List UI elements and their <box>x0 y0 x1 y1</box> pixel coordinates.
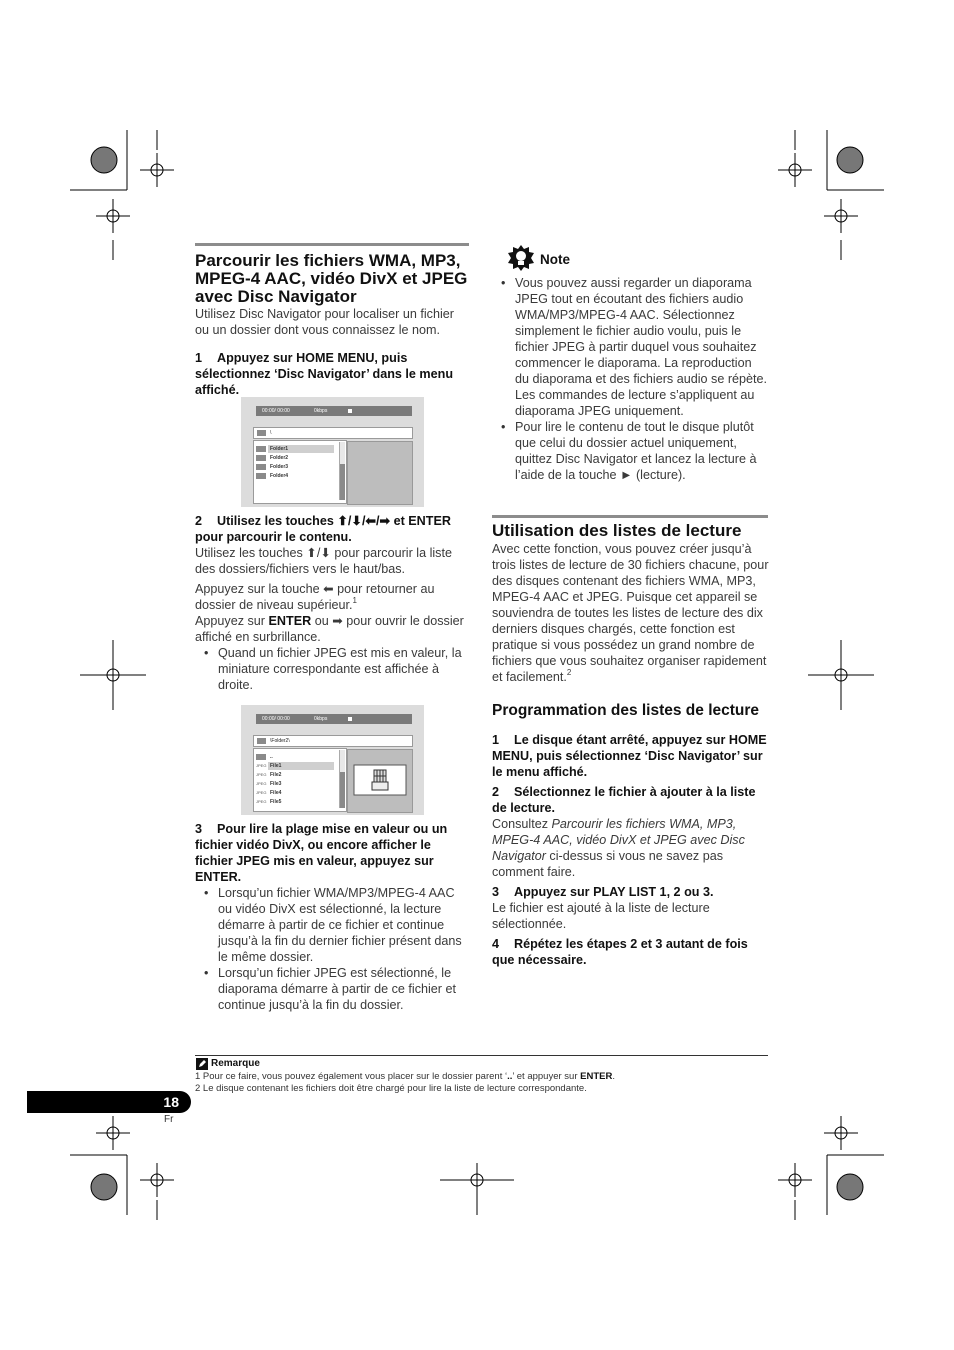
folder-icon <box>256 754 266 760</box>
step-2 <box>195 513 471 545</box>
step-1 <box>195 350 471 398</box>
scrollbar-thumb[interactable] <box>340 772 345 808</box>
time-readout: 00:00/ 00:00 <box>262 408 290 414</box>
step-3 <box>195 821 471 885</box>
list-item[interactable]: JPEG File4 <box>256 790 282 796</box>
list-item[interactable]: JPEG File3 <box>256 781 282 787</box>
intro-paragraph: Utilisez Disc Navigator pour localiser un fichier ou un dossier dont vous connaissez le nom. <box>195 307 454 337</box>
folder-icon <box>256 473 266 479</box>
cross-reference-link[interactable]: Parcourir les fichiers WMA, MP3, MPEG-4 AAC, vidéo DivX et JPEG avec Disc Navigator <box>492 817 745 863</box>
left-heading-rule <box>195 243 469 246</box>
list-item[interactable]: Folder1 <box>256 445 334 453</box>
right-heading-rule <box>492 515 768 518</box>
left-column <box>195 252 471 398</box>
bitrate-readout: 0kbps <box>314 716 328 722</box>
step2-paragraph-3: Appuyez sur ENTER ou ➡ pour ouvrir le dossier affiché en surbrillance. <box>195 614 464 644</box>
step-text: Utilisez les touches ⬆/⬇/⬅/➡ et ENTER pour parcourir le contenu. <box>195 514 451 544</box>
scrollbar-thumb[interactable] <box>340 464 345 500</box>
list-item[interactable]: Folder4 <box>256 472 334 480</box>
footnote-2: 2 Le disque contenant les fichiers doit être chargé pour lire la liste de lecture correspondante. <box>195 1083 587 1094</box>
thumbnail-preview <box>347 749 413 813</box>
path-bar <box>253 735 413 747</box>
file-list <box>253 748 347 812</box>
path-bar <box>253 427 413 439</box>
footnote-1: 1 Pour ce faire, vous pouvez également vous placer sur le dossier parent ‘..’ et appuyer sur ENTER. <box>195 1071 615 1082</box>
stop-icon <box>348 409 352 413</box>
stop-icon <box>348 717 352 721</box>
preview-pane <box>347 441 413 505</box>
section-heading-playlists: Utilisation des listes de lecture <box>492 521 742 540</box>
folder-icon <box>256 446 266 452</box>
right-column <box>492 521 770 968</box>
jpeg-icon: JPEG <box>256 772 267 777</box>
disc-navigator-screen-1 <box>241 397 424 507</box>
jpeg-icon: JPEG <box>256 799 267 804</box>
step-number: 1 <box>195 351 203 365</box>
folder-icon <box>257 738 266 744</box>
jpeg-icon: JPEG <box>256 763 267 768</box>
folder-icon <box>256 455 266 461</box>
scrollbar[interactable] <box>339 750 345 808</box>
list-item[interactable]: JPEG File1 <box>256 762 334 770</box>
list-item[interactable]: JPEG File2 <box>256 772 282 778</box>
note-title: Note <box>540 252 570 267</box>
status-bar <box>256 714 412 724</box>
step3-bullet-2: • Lorsqu’un fichier JPEG est sélectionné, le diaporama démarre à partir de ce fichier et continue jusqu’à la fin du dossier. <box>195 965 471 1013</box>
playlist-step-3: 3 Appuyez sur PLAY LIST 1, 2 ou 3. <box>492 885 714 899</box>
section-heading-disc-navigator: Parcourir les fichiers WMA, MP3, MPEG-4 AAC, vidéo DivX et JPEG avec Disc Navigator <box>195 251 468 306</box>
note-list <box>492 275 768 483</box>
footnote-ref: 2 <box>566 668 572 677</box>
disc-navigator-screen-2 <box>241 705 424 815</box>
step2-bullet: • Quand un fichier JPEG est mis en valeur, la miniature correspondante est affichée à droite. <box>195 645 471 693</box>
playlist-step2-paragraph: Consultez Parcourir les fichiers WMA, MP3, MPEG-4 AAC, vidéo DivX et JPEG avec Disc Navigator ci-dessus si vous ne savez pas comment faire. <box>492 817 745 879</box>
left-column-step3 <box>195 821 471 1013</box>
playlist-step3-paragraph: Le fichier est ajouté à la liste de lecture sélectionnée. <box>492 901 710 931</box>
step2-paragraph-1: Utilisez les touches ⬆/⬇ pour parcourir la liste des dossiers/fichiers vers le haut/bas. <box>195 546 452 576</box>
folder-list <box>253 440 347 504</box>
page-number: 18 <box>27 1091 191 1113</box>
step-text: Appuyez sur HOME MENU, puis sélectionnez ‘Disc Navigator’ dans le menu affiché. <box>195 351 454 397</box>
scrollbar[interactable] <box>339 442 345 500</box>
language-code: Fr <box>164 1114 174 1125</box>
thumbnail-image-icon <box>348 750 412 812</box>
time-readout: 00:00/ 00:00 <box>262 716 290 722</box>
path-text: \ <box>270 430 272 436</box>
folder-icon <box>257 430 266 436</box>
playlist-step-4: 4 Répétez les étapes 2 et 3 autant de fois que nécessaire. <box>492 937 748 967</box>
footer-rule <box>195 1055 768 1056</box>
pencil-icon <box>196 1058 208 1070</box>
note-icon <box>506 244 536 272</box>
bitrate-readout: 0kbps <box>314 408 328 414</box>
folder-icon <box>256 464 266 470</box>
step2-paragraph-2: Appuyez sur la touche ⬅ pour retourner au dossier de niveau supérieur.$^1$ <box>195 582 435 612</box>
path-text: \Folder2\ <box>270 738 290 744</box>
step-text: Pour lire la plage mise en valeur ou un fichier vidéo DivX, ou encore afficher le fichier JPEG mis en valeur, appuyez sur ENTER. <box>195 822 448 884</box>
list-item[interactable]: Folder2 <box>256 454 334 462</box>
step-number: 3 <box>195 822 203 836</box>
list-item[interactable]: .. <box>256 753 334 761</box>
step-number: 2 <box>195 514 203 528</box>
list-item[interactable]: Folder3 <box>256 463 334 471</box>
playlist-step-1: 1 Le disque étant arrêté, appuyez sur HOME MENU, puis sélectionnez ‘Disc Navigator’ sur le menu affiché. <box>492 733 767 779</box>
footnote-ref: 1 <box>352 596 357 605</box>
sub-heading-programming: Programmation des listes de lecture <box>492 702 760 719</box>
left-column-step2 <box>195 513 471 693</box>
playlist-step-2: 2 Sélectionnez le fichier à ajouter à la liste de lecture. <box>492 785 756 815</box>
list-item[interactable]: JPEG File5 <box>256 799 282 805</box>
jpeg-icon: JPEG <box>256 781 267 786</box>
note-bullet-1: • Vous pouvez aussi regarder un diaporama JPEG tout en écoutant des fichiers audio WMA/MP3/MPEG-4 AAC. Sélectionnez simplement le fichier audio voulu, puis le fichier JPEG à partir duquel vous souhaitez commencer le diaporama. La reproduction du diaporama et des fichiers audio se répète. Les commandes de lecture s’appliquent au diaporama JPEG uniquement. <box>492 275 768 419</box>
status-bar <box>256 406 412 416</box>
playlists-intro: Avec cette fonction, vous pouvez créer jusqu’à trois listes de lecture de 30 fichiers chacune, pour des disques contenant des fichiers WMA, MP3, MPEG-4 AAC et JPEG. Puisque cet appareil se souviendra de toutes les listes de lecture des dix derniers disques chargés, cette fonction est pratique si vous possédez un grand nombre de fichiers que vous souhaitez organiser rapidement et facilement.$^2$ <box>492 542 769 684</box>
remark-title: Remarque <box>211 1058 260 1069</box>
note-bullet-2: • Pour lire le contenu de tout le disque plutôt que celui du dossier actuel uniquement, quittez Disc Navigator et lancez la lecture à l’aide de la touche ► (lecture). <box>492 419 768 483</box>
step3-bullet-1: • Lorsqu’un fichier WMA/MP3/MPEG-4 AAC ou vidéo DivX est sélectionné, la lecture démarre à partir de ce fichier et continue jusqu’à la fin du dernier fichier présent dans le même dossier. <box>195 885 471 965</box>
jpeg-icon: JPEG <box>256 790 267 795</box>
